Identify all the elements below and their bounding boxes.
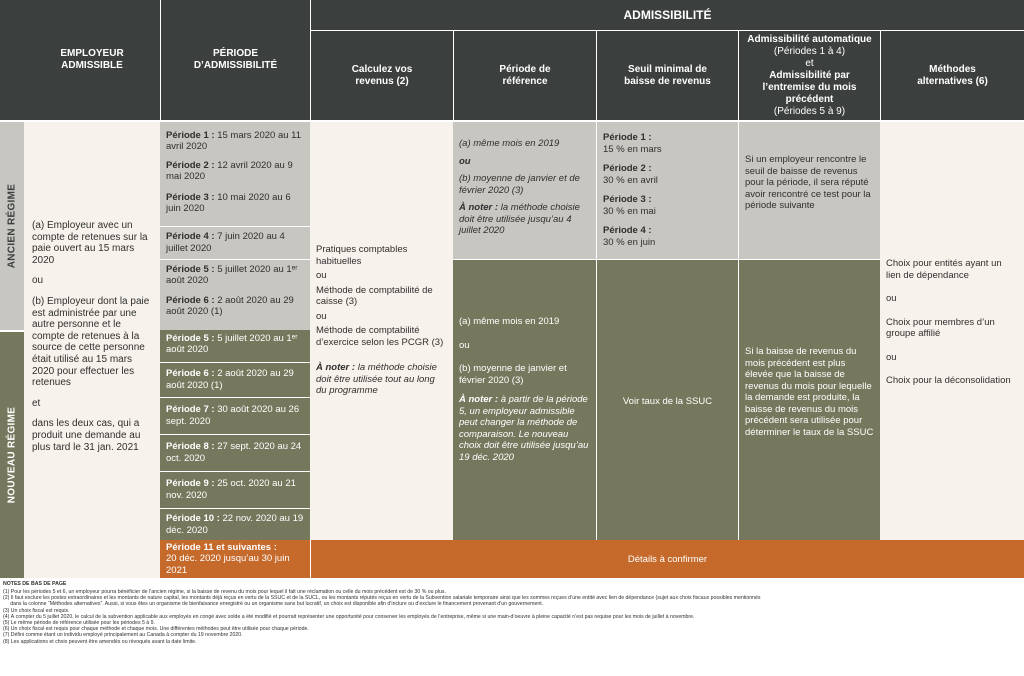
header-auto (738, 30, 880, 120)
calculez-ou1: ou (316, 270, 327, 281)
employeur-a: (a) Employeur avec un compte de retenues sur la paie ouvert au 15 mars 2020 (32, 220, 148, 266)
periode-text (166, 231, 304, 254)
reference-nouveau-cell (453, 259, 596, 540)
reference-ancien-note-label: À noter : (459, 202, 499, 213)
footnotes (3, 581, 1021, 673)
header-calculez (310, 30, 453, 120)
header-auto-title2: Admissibilité par l’entremise du mois précédent (762, 69, 857, 105)
reference-nouveau-note-label: À noter : (459, 394, 499, 405)
periode-text (166, 513, 304, 536)
header-auto-sub2: (Périodes 5 à 9) (773, 105, 846, 117)
periode-text (166, 478, 304, 501)
seuil-item (603, 132, 732, 155)
periode-text (166, 192, 304, 215)
auto-ancien-cell (738, 122, 880, 259)
periode-label: Période 10 : (166, 513, 220, 524)
periode-label: Période 5 : (166, 332, 215, 344)
periode-dates: 5 juillet 2020 au 1ᵉʳ août 2020 (166, 263, 298, 286)
employeur-c: dans les deux cas, qui a produit une demande au plus tard le 31 jan. 2021 (32, 418, 141, 453)
reference-nouveau-b: (b) moyenne de janvier et février 2020 (3) (459, 363, 567, 386)
footnote-item: (4) À compter du 5 juillet 2020, le calcul de la subvention applicable aux employés en congé avec solde a été modifié et pourrait représenter une opportunité pour conserver les employés de l’entreprise, même si une main-d’oeuvre à pleine capacité n’est pas requise pour les mois de juillet à novembre. (3, 613, 695, 620)
auto-nouveau-cell (738, 259, 880, 540)
periode-row (160, 158, 310, 184)
periode-row (160, 226, 310, 258)
reference-ancien-a: (a) même mois en 2019 (459, 138, 560, 149)
details-cell (310, 540, 1024, 578)
regime-ancien (0, 122, 24, 330)
header-reference (453, 30, 596, 120)
header-seuil (596, 30, 738, 120)
periode-label: Période 5 : (166, 263, 215, 275)
regime-nouveau (0, 332, 24, 578)
periode-dates: 5 juillet 2020 au 1ᵉʳ août 2020 (166, 332, 298, 355)
employeur-et: et (32, 397, 41, 409)
reference-nouveau-a: (a) même mois en 2019 (459, 316, 560, 327)
periode-label: Période 1 : (166, 129, 215, 141)
periode-label: Période 6 : (166, 368, 215, 379)
regime-nouveau-label: NOUVEAU RÉGIME (6, 406, 18, 504)
seuil-text: 30 % en mai (603, 205, 656, 217)
periode-row (160, 291, 310, 321)
header-admissibilite (310, 0, 1024, 30)
periode-text (166, 368, 304, 391)
seuil-item (603, 194, 732, 217)
periode11-label: Période 11 et suivantes : (166, 541, 277, 553)
header-reference-label: Période de référence (499, 63, 551, 87)
calculez-note-label: À noter : (316, 362, 356, 373)
header-seuil-label: Seuil minimal de baisse de revenus (624, 63, 711, 87)
header-methodes-label: Méthodes alternatives (6) (917, 63, 988, 87)
footnotes-title: NOTES DE BAS DE PAGE (3, 581, 67, 587)
seuil-label: Période 1 : (603, 132, 652, 143)
employeur-bottom (24, 540, 160, 578)
header-employeur (24, 0, 160, 120)
periode-dates: 10 mai 2020 au 6 juin 2020 (166, 191, 291, 214)
seuil-text: 30 % en avril (603, 174, 658, 186)
methodes-l1: Choix pour entités ayant un lien de dépendance (886, 258, 1002, 281)
periode-row (160, 508, 310, 540)
periode-label: Période 6 : (166, 294, 215, 306)
periode-text (166, 404, 304, 427)
periode-row (160, 434, 310, 470)
reference-nouveau-note (459, 394, 590, 463)
periode-label: Période 9 : (166, 478, 215, 489)
periode-label: Période 3 : (166, 191, 215, 203)
seuil-ancien-cell (596, 122, 738, 259)
reference-ancien-note-text: la méthode choisie doit être utilisée jusqu’au 4 juillet 2020 (459, 202, 580, 236)
periode-dates: 27 sept. 2020 au 24 oct. 2020 (166, 441, 302, 464)
calculez-l1: Pratiques comptables habituelles (316, 244, 408, 267)
periode11-dates: 20 déc. 2020 jusqu’au 30 juin 2021 (166, 553, 290, 576)
periode-label: Période 2 : (166, 159, 215, 171)
periode-text (166, 264, 304, 287)
periode-row (160, 188, 310, 218)
periode-dates: 15 mars 2020 au 11 avril 2020 (166, 129, 302, 152)
periode-dates: 12 avril 2020 au 9 mai 2020 (166, 159, 293, 182)
calculez-l3: Méthode de comptabilité d’exercice selon les PCGR (3) (316, 325, 444, 348)
header-employeur-label: EMPLOYEUR ADMISSIBLE (60, 48, 124, 71)
periode-row (160, 259, 310, 290)
header-auto-title: Admissibilité automatique (747, 33, 872, 45)
methodes-l2: Choix pour membres d’un groupe affilié (886, 316, 995, 339)
seuil-nouveau-text: Voir taux de la SSUC (622, 396, 713, 408)
footnote-item: (5) Le même période de référence utilisée pour les périodes 5 à 9. (3, 620, 155, 627)
details-text: Détails à confirmer (627, 553, 708, 565)
reference-nouveau-note-text: à partir de la période 5, un employeur admissible peut changer la méthode de comparaison. Le nouveau choix doit être utilisée jusqu’au 19 déc. 2020 (459, 394, 589, 463)
regime-ancien-label: ANCIEN RÉGIME (6, 183, 18, 269)
periode-text (166, 441, 304, 464)
footnote-item: (8) Les applications et choix peuvent être amendés ou révoqués avant la date limite. (3, 638, 197, 645)
periode-row (160, 362, 310, 396)
employeur-ou: ou (32, 275, 44, 287)
methodes-cell (880, 122, 1024, 540)
footnote-item: (2) Il faut exclure les postes extraordinaires et les montants de nature capital, les montants déjà reçus en vertu de la SSUC et de la SUCL, ou les montants réputés reçus en vertu de la Subvention salariale temporaire ainsi que les sommes reçues d’une entité avec lien de dépendance (sujet aux choix fiscaux possibles mentionnés (3, 595, 761, 602)
auto-nouveau-text: Si la baisse de revenus du mois précédent est plus élevée que la baisse de revenus du mois pour lequelle la demande est produite, la baisse de revenus du mois précédent sera utilisée pour déterminer le taux de la SSUC (745, 346, 874, 438)
periode-label: Période 8 : (166, 441, 215, 452)
methodes-ou1: ou (886, 293, 897, 304)
periode-text (166, 130, 304, 153)
periode11-cell (160, 540, 310, 578)
reference-ancien-ou: ou (459, 155, 471, 167)
reference-ancien-b: (b) moyenne de janvier et de février 2020 (3) (459, 173, 580, 196)
footnote-item: (1) Pour les périodes 5 et 6, un employeur pourra bénéficier de l’ancien régime, si la baisse de revenu du mois pour lequel il fait une réclamation ou celle du mois précédent est de 30 % ou plus. (3, 589, 446, 595)
seuil-nouveau-cell (596, 259, 738, 540)
seuil-label: Période 3 : (603, 194, 652, 205)
seuil-label: Période 4 : (603, 225, 652, 236)
calculez-note-text: la méthode choisie doit être utilisée tout au long du programme (316, 362, 437, 396)
periode-text (166, 160, 304, 183)
periode-row (160, 397, 310, 433)
header-admissibilite-label: ADMISSIBILITÉ (623, 8, 712, 22)
header-auto-et: et (805, 57, 814, 69)
periode-row (160, 128, 310, 154)
employeur-cell (24, 122, 160, 540)
methodes-l3: Choix pour la déconsolidation (886, 375, 1011, 386)
footnote-item: dans la colonne “Méthodes alternatives”. Aussi, si vous êtes un organisme de bienfaisance enregistré ou un organisme sans but lucratif, un choix est disponible afin d’inclure ou d’exclure le financement provenant d’un gouvernement. (3, 601, 544, 608)
header-methodes (880, 30, 1024, 120)
periode-dates: 30 août 2020 au 26 sept. 2020 (166, 404, 300, 427)
footnote-item: (6) Un choix fiscal est requis pour chaque méthode et chaque mois. Une différentes méthodes peut être utilisée pour chaque période. (3, 626, 309, 633)
seuil-item (603, 225, 732, 248)
periode-text (166, 333, 304, 356)
employeur-b: (b) Employeur dont la paie est administrée par une autre personne et le compte de retenues à la source de cette personne était utilisé au 15 mars 2020 pour effectuer les retenues (32, 295, 150, 389)
periode-row (160, 330, 310, 358)
header-auto-sub1: (Périodes 1 à 4) (773, 45, 846, 57)
reference-nouveau-ou: ou (459, 339, 470, 351)
auto-ancien-text: Si un employeur rencontre le seuil de baisse de revenus pour la période, il sera réputé avoir rencontré ce test pour la période suivante (745, 154, 871, 211)
seuil-text: 15 % en mars (603, 143, 662, 155)
reference-ancien-note (459, 202, 590, 237)
calculez-l2: Méthode de comptabilité de caisse (3) (316, 284, 433, 307)
periode-dates: 7 juin 2020 au 4 juillet 2020 (166, 231, 285, 254)
calculez-cell (310, 122, 453, 540)
periode-label: Période 4 : (166, 231, 215, 242)
seuil-item (603, 163, 732, 186)
reference-ancien-cell (453, 122, 596, 259)
footnote-item: (7) Défini comme étant un individu employé principalement au Canada à compter du 19 novembre 2020. (3, 632, 243, 639)
calculez-note (316, 362, 447, 397)
periode-label: Période 7 : (166, 404, 215, 415)
footnote-item: (3) Un choix fiscal est requis. (3, 607, 70, 614)
seuil-text: 30 % en juin (603, 236, 656, 248)
header-calculez-label: Calculez vos revenus (2) (351, 63, 413, 87)
periode-row (160, 471, 310, 507)
periode-text (166, 295, 304, 318)
periode-dates: 22 nov. 2020 au 19 déc. 2020 (166, 513, 304, 536)
methodes-ou2: ou (886, 351, 897, 363)
periode-dates: 2 août 2020 au 29 août 2020 (1) (166, 368, 294, 391)
calculez-ou2: ou (316, 310, 327, 322)
seuil-label: Période 2 : (603, 163, 652, 174)
header-periode-label: PÉRIODE D’ADMISSIBILITÉ (193, 48, 278, 71)
header-corner (0, 0, 24, 120)
header-periode (160, 0, 310, 120)
periode-dates: 2 août 2020 au 29 août 2020 (1) (166, 294, 294, 317)
periode-dates: 25 oct. 2020 au 21 nov. 2020 (166, 478, 296, 501)
periode11-text (166, 542, 304, 577)
